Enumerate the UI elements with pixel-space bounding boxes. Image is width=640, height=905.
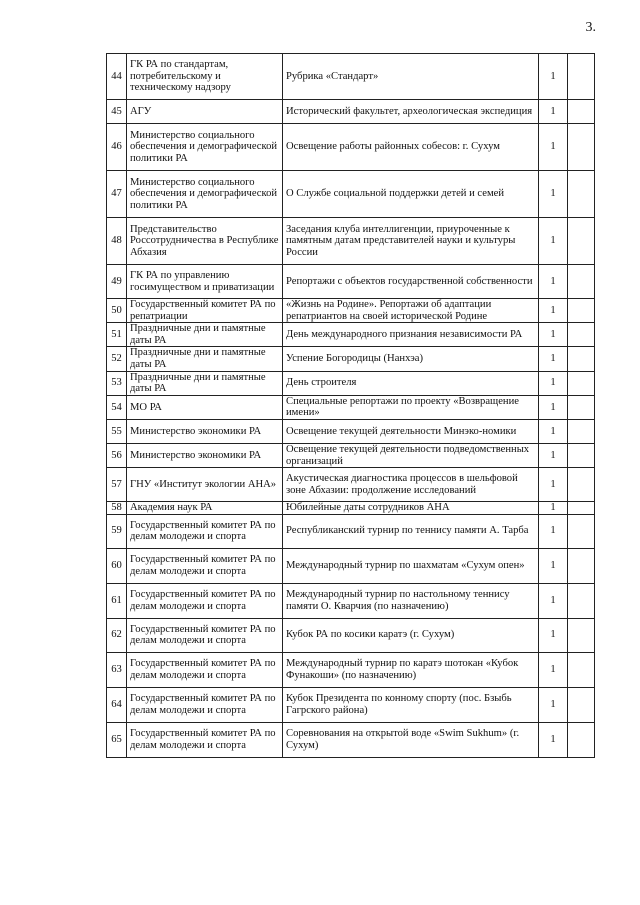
quantity-cell: 1 — [539, 124, 568, 171]
topic-cell: Акустическая диагностика процессов в шельфовой зоне Абхазии: продолжение исследований — [283, 468, 539, 502]
row-number: 59 — [107, 514, 127, 548]
empty-cell — [568, 371, 595, 395]
empty-cell — [568, 419, 595, 443]
quantity-cell: 1 — [539, 218, 568, 265]
row-number: 58 — [107, 502, 127, 515]
row-number: 44 — [107, 54, 127, 100]
table-row — [107, 687, 595, 722]
organization-cell: МО РА — [127, 395, 283, 419]
table-row — [107, 371, 595, 395]
table-row — [107, 347, 595, 371]
quantity-cell: 1 — [539, 502, 568, 515]
topic-cell: Специальные репортажи по проекту «Возвращение имени» — [283, 395, 539, 419]
topic-cell: «Жизнь на Родине». Репортажи об адаптации репатриантов на своей исторической Родине — [283, 299, 539, 323]
table-row — [107, 124, 595, 171]
organization-cell: Министерство социального обеспечения и демографической политики РА — [127, 124, 283, 171]
quantity-cell: 1 — [539, 443, 568, 467]
row-number: 62 — [107, 618, 127, 652]
table-row — [107, 722, 595, 757]
organization-cell: Праздничные дни и памятные даты РА — [127, 371, 283, 395]
topic-cell: День международного признания независимости РА — [283, 323, 539, 347]
row-number: 49 — [107, 265, 127, 299]
table-row — [107, 395, 595, 419]
topic-cell: Республиканский турнир по теннису памяти А. Тарба — [283, 514, 539, 548]
topic-cell: День строителя — [283, 371, 539, 395]
table-row — [107, 652, 595, 687]
empty-cell — [568, 124, 595, 171]
topic-cell: Юбилейные даты сотрудников АНА — [283, 502, 539, 515]
topic-cell: Репортажи с объектов государственной собственности — [283, 265, 539, 299]
table-row — [107, 171, 595, 218]
organization-cell: Государственный комитет РА по делам молодежи и спорта — [127, 514, 283, 548]
row-number: 46 — [107, 124, 127, 171]
quantity-cell: 1 — [539, 652, 568, 687]
quantity-cell: 1 — [539, 347, 568, 371]
topic-cell: Заседания клуба интеллигенции, приуроченные к памятным датам представителей науки и культуры России — [283, 218, 539, 265]
quantity-cell: 1 — [539, 171, 568, 218]
table-body — [107, 54, 595, 758]
table-row — [107, 502, 595, 515]
topic-cell: О Службе социальной поддержки детей и семей — [283, 171, 539, 218]
topic-cell: Кубок Президента по конному спорту (пос. Бзыбь Гагрского района) — [283, 687, 539, 722]
empty-cell — [568, 652, 595, 687]
table-row — [107, 618, 595, 652]
empty-cell — [568, 687, 595, 722]
row-number: 45 — [107, 100, 127, 124]
empty-cell — [568, 347, 595, 371]
quantity-cell: 1 — [539, 514, 568, 548]
empty-cell — [568, 323, 595, 347]
table-row — [107, 443, 595, 467]
empty-cell — [568, 468, 595, 502]
topic-cell: Кубок РА по косики каратэ (г. Сухум) — [283, 618, 539, 652]
quantity-cell: 1 — [539, 722, 568, 757]
empty-cell — [568, 171, 595, 218]
row-number: 56 — [107, 443, 127, 467]
table-row — [107, 583, 595, 618]
empty-cell — [568, 583, 595, 618]
organization-cell: АГУ — [127, 100, 283, 124]
organization-cell: Государственный комитет РА по делам молодежи и спорта — [127, 687, 283, 722]
empty-cell — [568, 443, 595, 467]
empty-cell — [568, 514, 595, 548]
topic-cell: Успение Богородицы (Нанхэа) — [283, 347, 539, 371]
organization-cell: Праздничные дни и памятные даты РА — [127, 323, 283, 347]
table-row — [107, 514, 595, 548]
schedule-table — [106, 53, 595, 758]
quantity-cell: 1 — [539, 468, 568, 502]
table-row — [107, 419, 595, 443]
topic-cell: Соревнования на открытой воде «Swim Sukhum» (г. Сухум) — [283, 722, 539, 757]
organization-cell: ГНУ «Институт экологии АНА» — [127, 468, 283, 502]
row-number: 54 — [107, 395, 127, 419]
quantity-cell: 1 — [539, 323, 568, 347]
row-number: 65 — [107, 722, 127, 757]
quantity-cell: 1 — [539, 548, 568, 583]
organization-cell: Представительство Россотрудничества в Республике Абхазия — [127, 218, 283, 265]
quantity-cell: 1 — [539, 618, 568, 652]
empty-cell — [568, 502, 595, 515]
topic-cell: Международный турнир по шахматам «Сухум опен» — [283, 548, 539, 583]
organization-cell: Министерство экономики РА — [127, 443, 283, 467]
quantity-cell: 1 — [539, 687, 568, 722]
topic-cell: Исторический факультет, археологическая экспедиция — [283, 100, 539, 124]
quantity-cell: 1 — [539, 583, 568, 618]
row-number: 53 — [107, 371, 127, 395]
table-row — [107, 548, 595, 583]
row-number: 61 — [107, 583, 127, 618]
organization-cell: Праздничные дни и памятные даты РА — [127, 347, 283, 371]
table-row — [107, 265, 595, 299]
page-number: 3. — [585, 20, 596, 35]
quantity-cell: 1 — [539, 371, 568, 395]
row-number: 55 — [107, 419, 127, 443]
organization-cell: Государственный комитет РА по делам молодежи и спорта — [127, 618, 283, 652]
organization-cell: Академия наук РА — [127, 502, 283, 515]
empty-cell — [568, 54, 595, 100]
topic-cell: Международный турнир по настольному теннису памяти О. Кварчия (по назначению) — [283, 583, 539, 618]
empty-cell — [568, 100, 595, 124]
organization-cell: Государственный комитет РА по делам молодежи и спорта — [127, 652, 283, 687]
table-row — [107, 218, 595, 265]
organization-cell: Государственный комитет РА по репатриации — [127, 299, 283, 323]
quantity-cell: 1 — [539, 299, 568, 323]
empty-cell — [568, 218, 595, 265]
empty-cell — [568, 618, 595, 652]
quantity-cell: 1 — [539, 419, 568, 443]
empty-cell — [568, 265, 595, 299]
row-number: 64 — [107, 687, 127, 722]
topic-cell: Освещение текущей деятельности Минэко-номики — [283, 419, 539, 443]
row-number: 47 — [107, 171, 127, 218]
quantity-cell: 1 — [539, 265, 568, 299]
topic-cell: Освещение текущей деятельности подведомственных организаций — [283, 443, 539, 467]
table-row — [107, 54, 595, 100]
organization-cell: Министерство экономики РА — [127, 419, 283, 443]
organization-cell: ГК РА по стандартам, потребительскому и техническому надзору — [127, 54, 283, 100]
row-number: 52 — [107, 347, 127, 371]
row-number: 57 — [107, 468, 127, 502]
organization-cell: ГК РА по управлению госимуществом и приватизации — [127, 265, 283, 299]
row-number: 51 — [107, 323, 127, 347]
organization-cell: Государственный комитет РА по делам молодежи и спорта — [127, 583, 283, 618]
table-row — [107, 468, 595, 502]
empty-cell — [568, 548, 595, 583]
empty-cell — [568, 395, 595, 419]
topic-cell: Рубрика «Стандарт» — [283, 54, 539, 100]
organization-cell: Министерство социального обеспечения и демографической политики РА — [127, 171, 283, 218]
topic-cell: Международный турнир по каратэ шотокан «Кубок Фунакоши» (по назначению) — [283, 652, 539, 687]
row-number: 48 — [107, 218, 127, 265]
row-number: 50 — [107, 299, 127, 323]
table-row — [107, 100, 595, 124]
table-row — [107, 323, 595, 347]
quantity-cell: 1 — [539, 395, 568, 419]
quantity-cell: 1 — [539, 100, 568, 124]
row-number: 63 — [107, 652, 127, 687]
quantity-cell: 1 — [539, 54, 568, 100]
empty-cell — [568, 299, 595, 323]
organization-cell: Государственный комитет РА по делам молодежи и спорта — [127, 548, 283, 583]
organization-cell: Государственный комитет РА по делам молодежи и спорта — [127, 722, 283, 757]
empty-cell — [568, 722, 595, 757]
row-number: 60 — [107, 548, 127, 583]
topic-cell: Освещение работы районных собесов: г. Сухум — [283, 124, 539, 171]
table-row — [107, 299, 595, 323]
